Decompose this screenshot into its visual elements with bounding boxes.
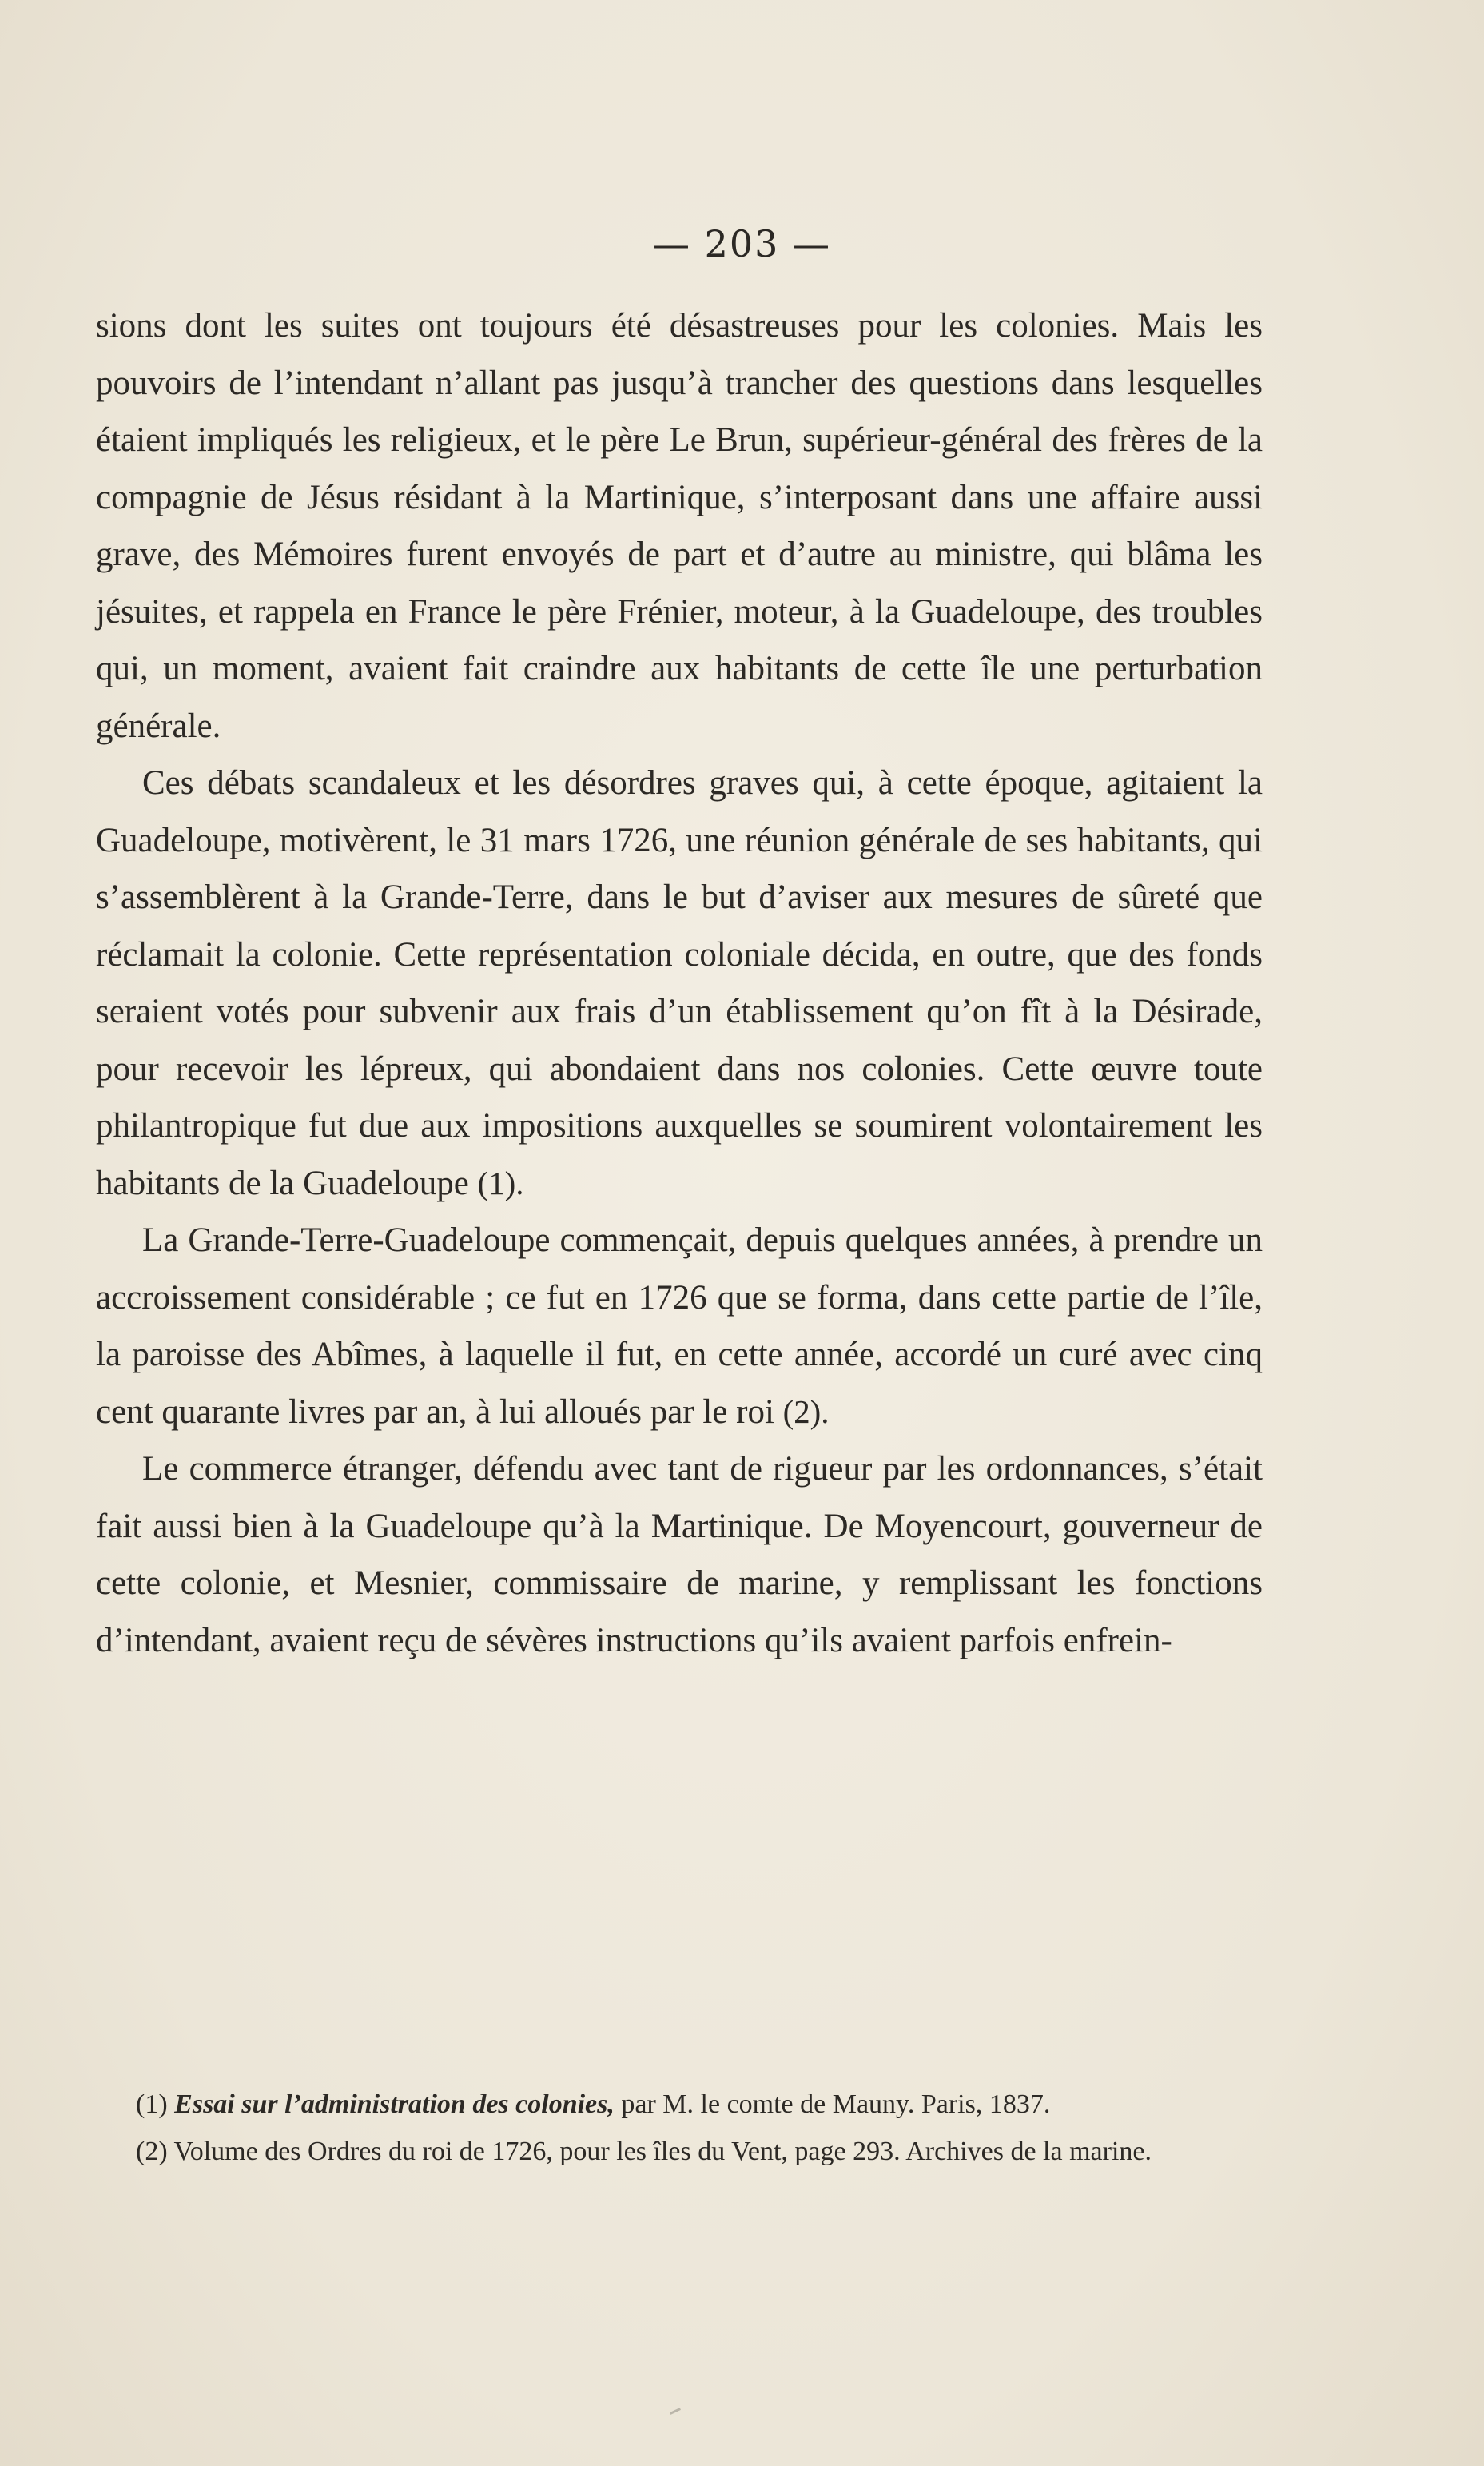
paragraph-4: Le commerce étranger, défendu avec tant de rigueur par les ordonnances, s’était fait aussi bien à la Guadeloupe qu’à la Martinique. De Moyencourt, gouverneur de cette colonie, et Mesnier, commissaire de marine, y remplissant les fonctions d’intendant, avaient reçu de sévères instructions qu’ils avaient parfois enfrein- (96, 1450, 1263, 1659)
body-text (96, 297, 1263, 1669)
paragraph-2-text: Ces débats scandaleux et les désordres graves qui, à cette époque, agitaient la Guadeloupe, motivèrent, le 31 mars 1726, une réunion générale de ses habitants, qui s’assemblèrent à la Grande-Terre, dans le but d’aviser aux mesures de sûreté que réclamait la colonie. Cette représentation coloniale décida, en outre, que des fonds seraient votés pour subvenir aux frais d’un établissement qu’on fît à la Désirade, pour recevoir les lépreux, qui abondaient dans nos colonies. Cette œuvre toute philantropique fut due aux impositions auxquelles se soumirent volontairement les habitants de la Guadeloupe (96, 764, 1263, 1202)
paragraph-3 (96, 1212, 1263, 1440)
paragraph-1: sions dont les suites ont toujours été désastreuses pour les colonies. Mais les pouvoirs de l’intendant n’allant pas jusqu’à trancher des questions dans lesquelles étaient impliqués les religieux, et le père Le Brun, supérieur-général des frères de la compagnie de Jésus résidant à la Martinique, s’interposant dans une affaire aussi grave, des Mémoires furent envoyés de part et d’autre au ministre, qui blâma les jésuites, et rappela en France le père Frénier, moteur, à la Guadeloupe, des troubles qui, un moment, avaient fait craindre aux habitants de cette île une perturbation générale. (96, 307, 1263, 745)
footnote-2-text: Volume des Ordres du roi de 1726, pour les îles du Vent, page 293. Archives de la marine. (167, 2137, 1152, 2166)
footnote-1-text: par M. le comte de Mauny. Paris, 1837. (614, 2090, 1051, 2119)
ink-speck (670, 2408, 681, 2415)
footnote-ref-1: (1). (477, 1165, 524, 1201)
footnote-1-title: Essai sur l’administration des colonies, (174, 2090, 615, 2119)
footnotes (96, 2082, 1263, 2177)
footnote-ref-2: (2). (782, 1393, 830, 1430)
paragraph-2 (96, 755, 1263, 1212)
footnote-2 (96, 2129, 1263, 2173)
page-number: — 203 — (652, 222, 832, 265)
paragraph-3-text: La Grande-Terre-Guadeloupe commençait, depuis quelques années, à prendre un accroissement considérable ; ce fut en 1726 que se forma, dans cette partie de l’île, la paroisse des Abîmes, à laquelle il fut, en cette année, accordé un curé avec cinq cent quarante livres par an, à lui alloués par le roi (96, 1221, 1263, 1431)
footnote-1-marker: (1) (136, 2090, 168, 2119)
footnote-2-marker: (2) (136, 2137, 168, 2166)
footnote-1 (96, 2082, 1263, 2126)
